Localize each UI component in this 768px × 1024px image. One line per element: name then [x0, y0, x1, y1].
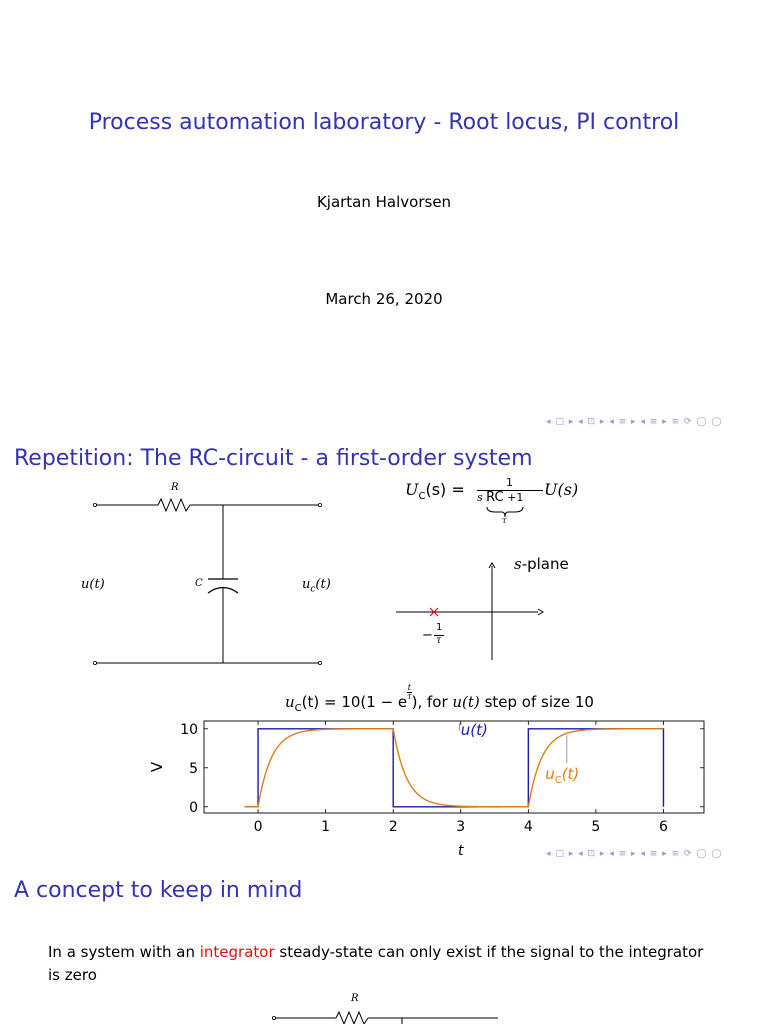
input-voltage-label: u(t)	[81, 577, 105, 592]
concept-text-line2: is zero	[48, 966, 97, 984]
transfer-function: $U_C(s)$ = 1 s RC +1 U(s) τ	[405, 476, 579, 525]
beamer-navigation-2[interactable]: ◂ □ ▸ ◂ ⊡ ▸ ◂ ≡ ▸ ◂ ≡ ▸ ≡ ⟳ ◯ ◯	[546, 849, 723, 859]
s-plane-diagram	[392, 560, 547, 665]
capacitor-label: C	[195, 578, 203, 589]
uc-series-annotation: $u_C(t)$	[545, 765, 580, 786]
y-axis-label: V	[148, 761, 166, 773]
x-tick-label: 5	[591, 819, 601, 835]
x-tick-label: 3	[456, 819, 466, 835]
x-tick-label: 6	[658, 819, 668, 835]
integrator-circuit-diagram	[266, 990, 506, 1024]
y-tick-label: 5	[189, 760, 198, 777]
slide-title-rc-circuit: Repetition: The RC-circuit - a first-order system	[14, 446, 533, 471]
plot-frame	[204, 721, 704, 813]
rc-circuit-diagram	[80, 478, 340, 673]
x-tick-label: 0	[253, 819, 263, 835]
presentation-title: Process automation laboratory - Root locus, PI control	[88, 110, 680, 135]
response-equation: $u_C(t) = 10(1 - e$ $\frac{t}{\tau}$ ), for u(t) step of size 10	[285, 683, 594, 714]
resistor-symbol	[158, 499, 190, 511]
output-voltage-label: $u_c(t)$	[302, 577, 331, 595]
x-tick-label: 4	[523, 819, 533, 835]
input-step-series	[245, 729, 664, 807]
s-plane-label: s-plane	[514, 555, 569, 573]
integrator-resistor-label: R	[351, 993, 359, 1004]
step-response-chart	[140, 715, 723, 865]
u-series-annotation: u(t)	[460, 721, 488, 739]
slide-title-concept: A concept to keep in mind	[14, 878, 303, 903]
pole-label: − 1 τ	[422, 622, 443, 646]
x-tick-label: 2	[388, 819, 398, 835]
integrator-highlight: integrator	[199, 943, 275, 961]
capacitor-voltage-series	[245, 729, 664, 807]
x-tick-label: 1	[321, 819, 331, 835]
resistor-label: R	[171, 482, 179, 493]
presentation-date: March 26, 2020	[325, 290, 443, 308]
beamer-navigation[interactable]: ◂ □ ▸ ◂ ⊡ ▸ ◂ ≡ ▸ ◂ ≡ ▸ ≡ ⟳ ◯ ◯	[546, 417, 723, 427]
concept-text-line1: In a system with an integrator steady-state can only exist if the signal to the integrator	[48, 943, 704, 961]
x-axis-label: t	[458, 843, 464, 859]
y-tick-label: 0	[189, 799, 198, 816]
y-tick-label: 10	[180, 721, 198, 738]
author-name: Kjartan Halvorsen	[316, 193, 452, 211]
